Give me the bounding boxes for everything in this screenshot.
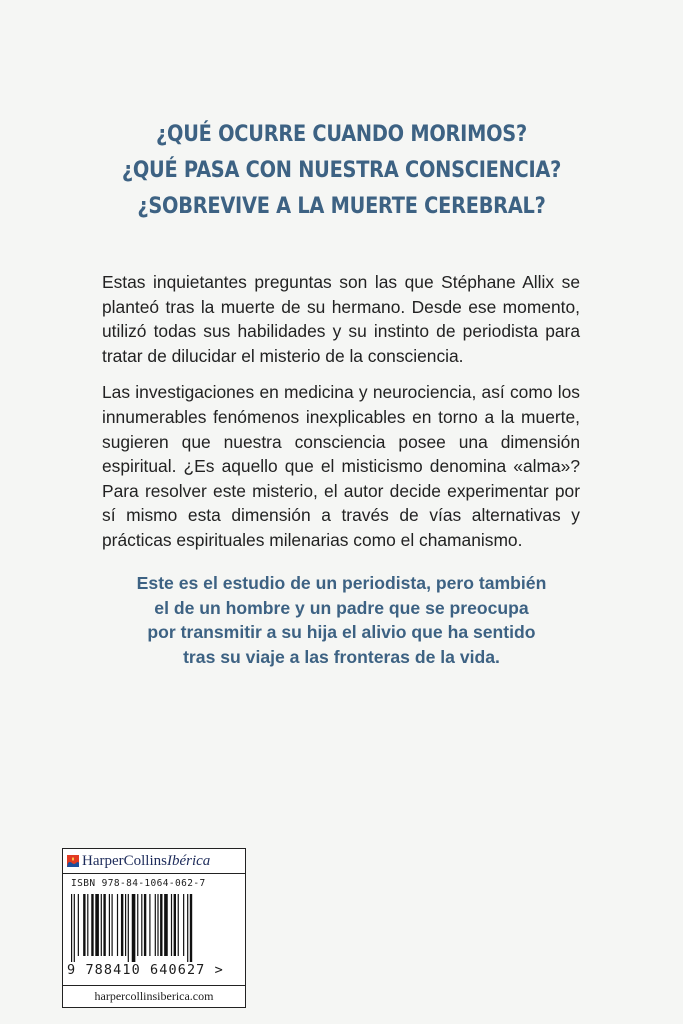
barcode-bar — [174, 894, 176, 956]
barcode-icon — [69, 894, 239, 962]
barcode-bar — [71, 894, 72, 962]
barcode-bar — [157, 894, 158, 956]
barcode-bar — [87, 894, 88, 956]
publisher-name-suffix: Ibérica — [166, 852, 211, 869]
barcode-bar — [83, 894, 85, 956]
publisher-name: HarperCollins — [82, 852, 167, 869]
isbn-text: ISBN 978-84-1064-062-7 — [71, 878, 206, 889]
barcode-bar — [155, 894, 156, 956]
barcode-bar — [112, 894, 113, 956]
barcode-bar — [187, 894, 188, 962]
question-3: ¿SOBREVIVE A LA MUERTE CEREBRAL? — [137, 193, 546, 219]
barcode-bar — [125, 894, 126, 956]
publisher-logo — [63, 849, 245, 874]
barcode-bar — [128, 894, 129, 962]
barcode-bar — [121, 894, 123, 956]
barcode-bar — [137, 894, 138, 956]
barcode-bar — [117, 894, 118, 956]
barcode-bar — [95, 894, 99, 956]
barcode-panel — [62, 848, 246, 986]
barcode-bar — [74, 894, 75, 962]
question-1: ¿QUÉ OCURRE CUANDO MORIMOS? — [156, 121, 527, 147]
synopsis — [102, 270, 580, 565]
publisher-website: harpercollinsiberica.com — [62, 986, 246, 1008]
closing-line-1: Este es el estudio de un periodista, pero también — [136, 573, 547, 593]
barcode-bar — [178, 894, 179, 956]
barcode-bar — [132, 894, 136, 962]
barcode-bar — [78, 894, 79, 956]
barcode-bar — [164, 894, 168, 956]
barcode-bar — [171, 894, 172, 956]
barcode-digits: 9 788410 640627 > — [67, 962, 224, 978]
synopsis-paragraph-2: Las investigaciones en medicina y neurociencia, así como los innumerables fenómenos inexplicables en torno a la muerte, sugieren que nuestra consciencia posee una dimensión espiritual. ¿Es aquello que el misticismo denomina «alma»? Para resolver este misterio, el autor decide experimentar por sí mismo esta dimensión a través de vías alternativas y prácticas espirituales milenarias como el chamanismo. — [102, 382, 580, 550]
barcode-bar — [190, 894, 192, 962]
barcode-bar — [103, 894, 105, 956]
barcode-bar — [160, 894, 162, 956]
closing-line-2: el de un hombre y un padre que se preocupa — [154, 597, 529, 618]
barcode-bar — [141, 894, 142, 956]
fire-water-logo-icon — [67, 855, 79, 867]
barcode-bar — [109, 894, 110, 956]
closing-statement — [0, 571, 683, 669]
closing-line-3: por transmitir a su hija el alivio que ha sentido — [147, 622, 536, 642]
cover-questions — [0, 116, 683, 224]
synopsis-paragraph-1: Estas inquietantes preguntas son las que Stéphane Allix se planteó tras la muerte de su hermano. Desde ese momento, utilizó todas sus habilidades y su instinto de periodista para tratar de dilucidar el misterio de la consciencia. — [102, 272, 580, 366]
closing-line-4: tras su viaje a las fronteras de la vida. — [183, 646, 500, 667]
barcode-bar — [91, 894, 93, 956]
barcode-bar — [183, 894, 184, 956]
question-2: ¿QUÉ PASA CON NUESTRA CONSCIENCIA? — [121, 157, 562, 183]
barcode-bar — [149, 894, 150, 956]
barcode-bar — [101, 894, 102, 956]
barcode-bar — [144, 894, 146, 956]
